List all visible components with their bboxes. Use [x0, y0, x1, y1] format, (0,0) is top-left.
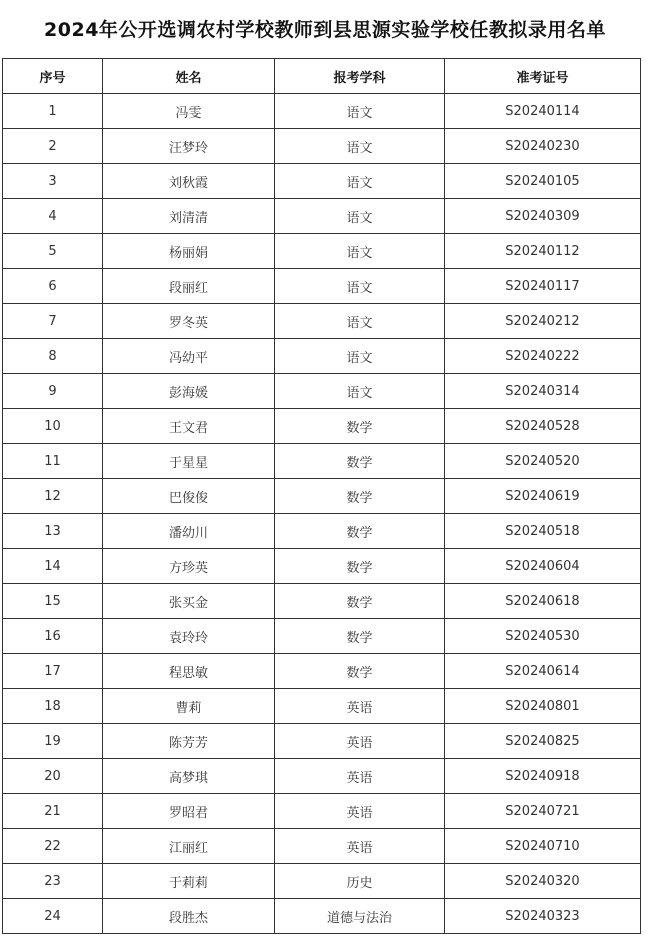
cell-name: 冯幼平 [103, 339, 275, 374]
table-row [3, 129, 641, 164]
cell-name: 陈芳芳 [103, 724, 275, 759]
cell-exam-id: S20240530 [445, 619, 641, 654]
cell-exam-id: S20240230 [445, 129, 641, 164]
cell-subject: 数学 [275, 479, 445, 514]
cell-subject: 语文 [275, 374, 445, 409]
cell-seq: 24 [3, 899, 103, 934]
cell-exam-id: S20240619 [445, 479, 641, 514]
cell-name: 江丽红 [103, 829, 275, 864]
cell-seq: 21 [3, 794, 103, 829]
header-row [3, 59, 641, 94]
cell-seq: 9 [3, 374, 103, 409]
table-row [3, 304, 641, 339]
cell-name: 于莉莉 [103, 864, 275, 899]
table-row [3, 164, 641, 199]
table-row [3, 584, 641, 619]
cell-name: 王文君 [103, 409, 275, 444]
roster-table [2, 58, 641, 934]
table-row [3, 339, 641, 374]
cell-seq: 19 [3, 724, 103, 759]
table-row [3, 724, 641, 759]
cell-subject: 英语 [275, 829, 445, 864]
document-title: 2024年公开选调农村学校教师到县思源实验学校任教拟录用名单 [44, 19, 606, 41]
table-row [3, 654, 641, 689]
cell-name: 刘秋霞 [103, 164, 275, 199]
table-row [3, 409, 641, 444]
table-row [3, 444, 641, 479]
table-row [3, 899, 641, 934]
cell-subject: 语文 [275, 339, 445, 374]
cell-name: 高梦琪 [103, 759, 275, 794]
cell-subject: 数学 [275, 619, 445, 654]
cell-seq: 1 [3, 94, 103, 129]
cell-subject: 数学 [275, 409, 445, 444]
cell-subject: 语文 [275, 164, 445, 199]
cell-name: 罗冬英 [103, 304, 275, 339]
cell-subject: 数学 [275, 549, 445, 584]
cell-seq: 15 [3, 584, 103, 619]
cell-subject: 道德与法治 [275, 899, 445, 934]
table-row [3, 619, 641, 654]
cell-exam-id: S20240825 [445, 724, 641, 759]
table-row [3, 689, 641, 724]
cell-name: 杨丽娟 [103, 234, 275, 269]
cell-subject: 数学 [275, 444, 445, 479]
cell-seq: 3 [3, 164, 103, 199]
cell-seq: 4 [3, 199, 103, 234]
cell-exam-id: S20240710 [445, 829, 641, 864]
cell-subject: 数学 [275, 654, 445, 689]
cell-name: 于星星 [103, 444, 275, 479]
cell-seq: 10 [3, 409, 103, 444]
cell-seq: 8 [3, 339, 103, 374]
cell-subject: 英语 [275, 794, 445, 829]
cell-exam-id: S20240721 [445, 794, 641, 829]
cell-exam-id: S20240518 [445, 514, 641, 549]
cell-exam-id: S20240105 [445, 164, 641, 199]
cell-subject: 历史 [275, 864, 445, 899]
cell-seq: 14 [3, 549, 103, 584]
cell-exam-id: S20240618 [445, 584, 641, 619]
cell-name: 张买金 [103, 584, 275, 619]
cell-subject: 语文 [275, 269, 445, 304]
cell-exam-id: S20240114 [445, 94, 641, 129]
cell-subject: 语文 [275, 234, 445, 269]
cell-subject: 英语 [275, 689, 445, 724]
cell-subject: 语文 [275, 304, 445, 339]
header-exam-id: 准考证号 [445, 59, 641, 94]
cell-exam-id: S20240520 [445, 444, 641, 479]
cell-seq: 2 [3, 129, 103, 164]
cell-subject: 英语 [275, 759, 445, 794]
cell-exam-id: S20240320 [445, 864, 641, 899]
table-row [3, 94, 641, 129]
cell-name: 冯雯 [103, 94, 275, 129]
cell-seq: 12 [3, 479, 103, 514]
cell-name: 刘清清 [103, 199, 275, 234]
table-row [3, 199, 641, 234]
cell-name: 袁玲玲 [103, 619, 275, 654]
table-row [3, 864, 641, 899]
cell-exam-id: S20240112 [445, 234, 641, 269]
cell-name: 方珍英 [103, 549, 275, 584]
cell-exam-id: S20240323 [445, 899, 641, 934]
cell-subject: 数学 [275, 514, 445, 549]
cell-exam-id: S20240528 [445, 409, 641, 444]
cell-name: 潘幼川 [103, 514, 275, 549]
cell-seq: 17 [3, 654, 103, 689]
cell-name: 彭海媛 [103, 374, 275, 409]
cell-seq: 20 [3, 759, 103, 794]
cell-exam-id: S20240117 [445, 269, 641, 304]
cell-name: 曹莉 [103, 689, 275, 724]
cell-name: 罗昭君 [103, 794, 275, 829]
cell-exam-id: S20240614 [445, 654, 641, 689]
cell-subject: 语文 [275, 129, 445, 164]
table-row [3, 374, 641, 409]
cell-seq: 23 [3, 864, 103, 899]
cell-seq: 16 [3, 619, 103, 654]
table-row [3, 479, 641, 514]
cell-name: 汪梦玲 [103, 129, 275, 164]
cell-exam-id: S20240918 [445, 759, 641, 794]
cell-seq: 6 [3, 269, 103, 304]
table-row [3, 794, 641, 829]
cell-seq: 22 [3, 829, 103, 864]
table-row [3, 269, 641, 304]
cell-subject: 语文 [275, 199, 445, 234]
cell-seq: 13 [3, 514, 103, 549]
header-seq: 序号 [3, 59, 103, 94]
cell-subject: 英语 [275, 724, 445, 759]
cell-seq: 11 [3, 444, 103, 479]
cell-seq: 7 [3, 304, 103, 339]
cell-subject: 语文 [275, 94, 445, 129]
cell-subject: 数学 [275, 584, 445, 619]
header-name: 姓名 [103, 59, 275, 94]
cell-seq: 5 [3, 234, 103, 269]
table-row [3, 829, 641, 864]
cell-exam-id: S20240801 [445, 689, 641, 724]
cell-exam-id: S20240309 [445, 199, 641, 234]
cell-name: 巴俊俊 [103, 479, 275, 514]
table-row [3, 234, 641, 269]
table-body [3, 94, 641, 934]
table-row [3, 759, 641, 794]
cell-name: 段胜杰 [103, 899, 275, 934]
cell-seq: 18 [3, 689, 103, 724]
header-subject: 报考学科 [275, 59, 445, 94]
cell-exam-id: S20240314 [445, 374, 641, 409]
table-row [3, 549, 641, 584]
table-header [3, 59, 641, 94]
cell-name: 程思敏 [103, 654, 275, 689]
cell-exam-id: S20240604 [445, 549, 641, 584]
cell-exam-id: S20240212 [445, 304, 641, 339]
cell-name: 段丽红 [103, 269, 275, 304]
cell-exam-id: S20240222 [445, 339, 641, 374]
table-row [3, 514, 641, 549]
